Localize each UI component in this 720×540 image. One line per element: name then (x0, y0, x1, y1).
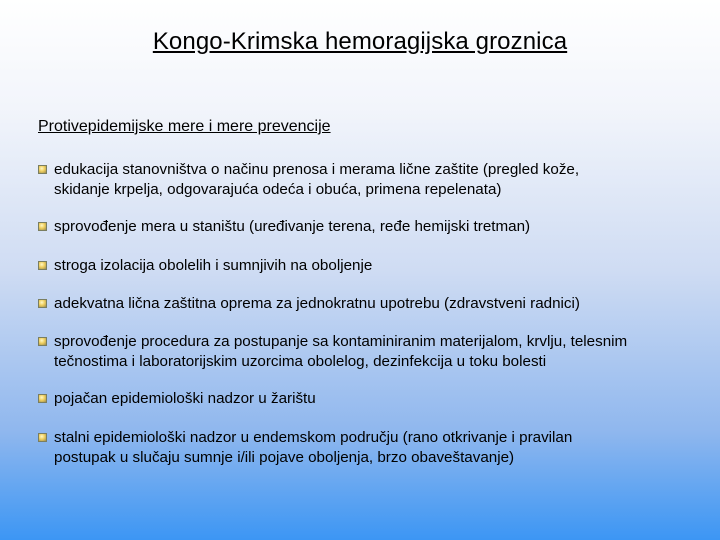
bullet-icon (38, 433, 47, 442)
list-item-text: stroga izolacija obolelih i sumnjivih na oboljenje (54, 257, 373, 274)
list-item (38, 160, 718, 200)
bullet-icon (38, 337, 47, 346)
list-item-text: stalni epidemiološki nadzor u endemskom području (rano otkrivanje i pravilan (54, 429, 573, 446)
bullet-icon (38, 261, 47, 270)
list-item-text: adekvatna lična zaštitna oprema za jednokratnu upotrebu (zdravstveni radnici) (54, 295, 580, 312)
list-item (38, 389, 718, 409)
list-item-text-continued: skidanje krpelja, odgovarajuća odeća i obuća, primena repelenata) (54, 181, 502, 198)
list-item (38, 217, 718, 237)
section-heading: Protivepidemijske mere i mere prevencije (38, 118, 331, 135)
bullet-icon (38, 165, 47, 174)
list-item (38, 428, 718, 468)
list-item-text-continued: postupak u slučaju sumnje i/ili pojave oboljenja, brzo obaveštavanje) (54, 449, 515, 466)
list-item-text-continued: tečnostima i laboratorijskim uzorcima obolelog, dezinfekcija u toku bolesti (54, 353, 547, 370)
list-item (38, 332, 718, 372)
list-item-text: edukacija stanovništva o načinu prenosa i merama lične zaštite (pregled kože, (54, 161, 580, 178)
bullet-icon (38, 299, 47, 308)
list-item-text: sprovođenje procedura za postupanje sa kontaminiranim materijalom, krvlju, telesnim (54, 333, 628, 350)
bullet-icon (38, 222, 47, 231)
list-item-text: sprovođenje mera u staništu (uređivanje terena, ređe hemijski tretman) (54, 218, 531, 235)
bullet-icon (38, 394, 47, 403)
list-item (38, 294, 718, 314)
slide-title: Kongo-Krimska hemoragijska groznica (152, 28, 568, 55)
list-item (38, 256, 718, 276)
list-item-text: pojačan epidemiološki nadzor u žarištu (54, 390, 316, 407)
